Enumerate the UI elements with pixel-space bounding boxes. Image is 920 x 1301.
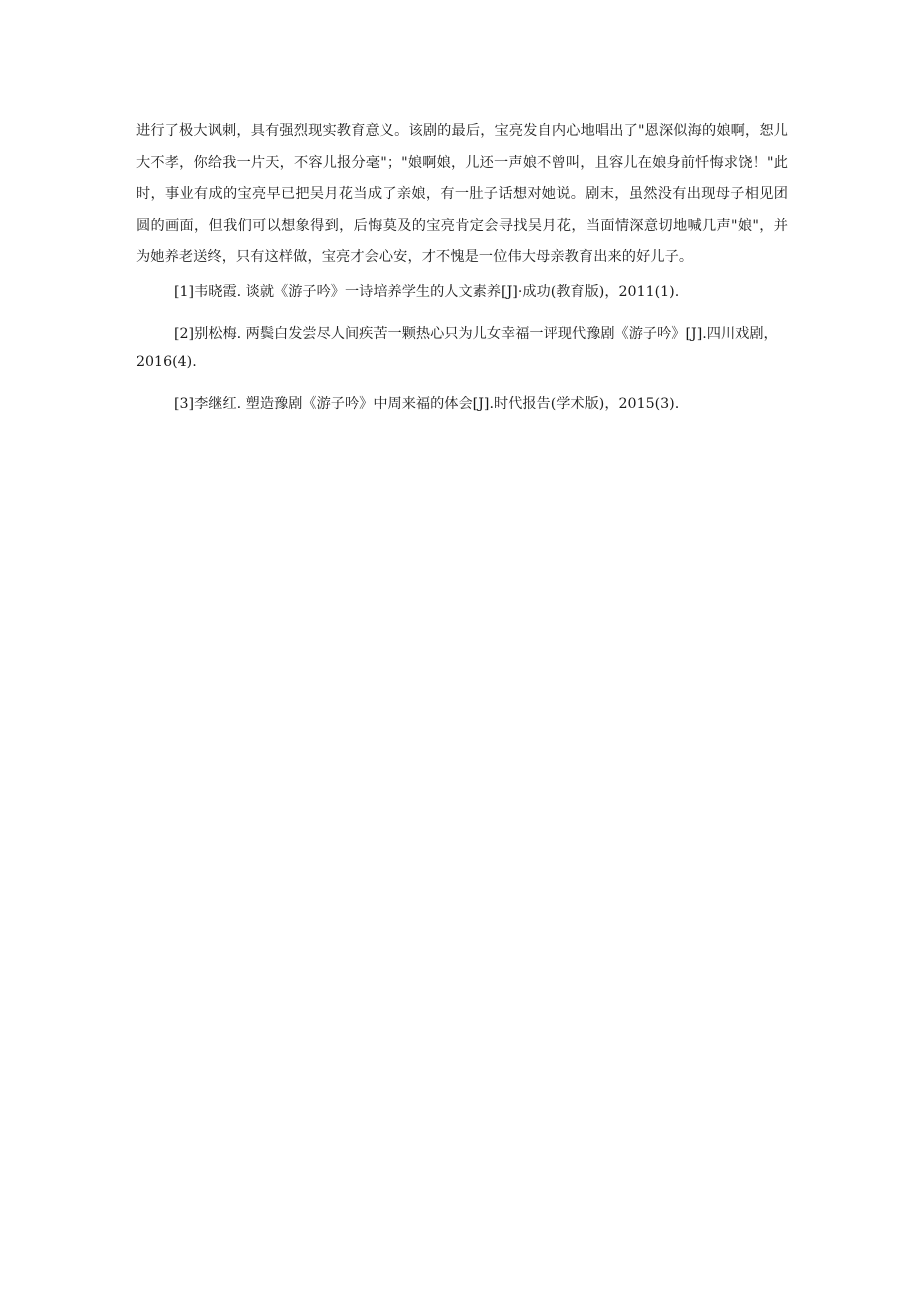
reference-item-2: [2]别松梅. 两鬓白发尝尽人间疾苦一颗热心只为儿女幸福一评现代豫剧《游子吟》[J].四川戏剧，2016(4). [136, 325, 778, 370]
reference-list [136, 278, 788, 418]
body-paragraph: 进行了极大讽刺，具有强烈现实教育意义。该剧的最后，宝亮发自内心地唱出了"恩深似海的娘啊，恕儿大不孝，你给我一片天，不容儿报分毫"；"娘啊娘，儿还一声娘不曾叫，且容儿在娘身前忏悔求饶！"此时，事业有成的宝亮早已把吴月花当成了亲娘，有一肚子话想对她说。剧末，虽然没有出现母子相见团圆的画面，但我们可以想象得到，后悔莫及的宝亮肯定会寻找吴月花，当面情深意切地喊几声"娘"，并为她养老送终，只有这样做，宝亮才会心安，才不愧是一位伟大母亲教育出来的好儿子。 [136, 123, 788, 265]
reference-item-1: [1]韦晓霞. 谈就《游子吟》一诗培养学生的人文素养[J]·成功(教育版)，2011(1). [174, 283, 680, 300]
reference-item-3: [3]李继红. 塑造豫剧《游子吟》中周来福的体会[J].时代报告(学术版)，2015(3). [174, 395, 680, 412]
text-block [136, 116, 788, 432]
